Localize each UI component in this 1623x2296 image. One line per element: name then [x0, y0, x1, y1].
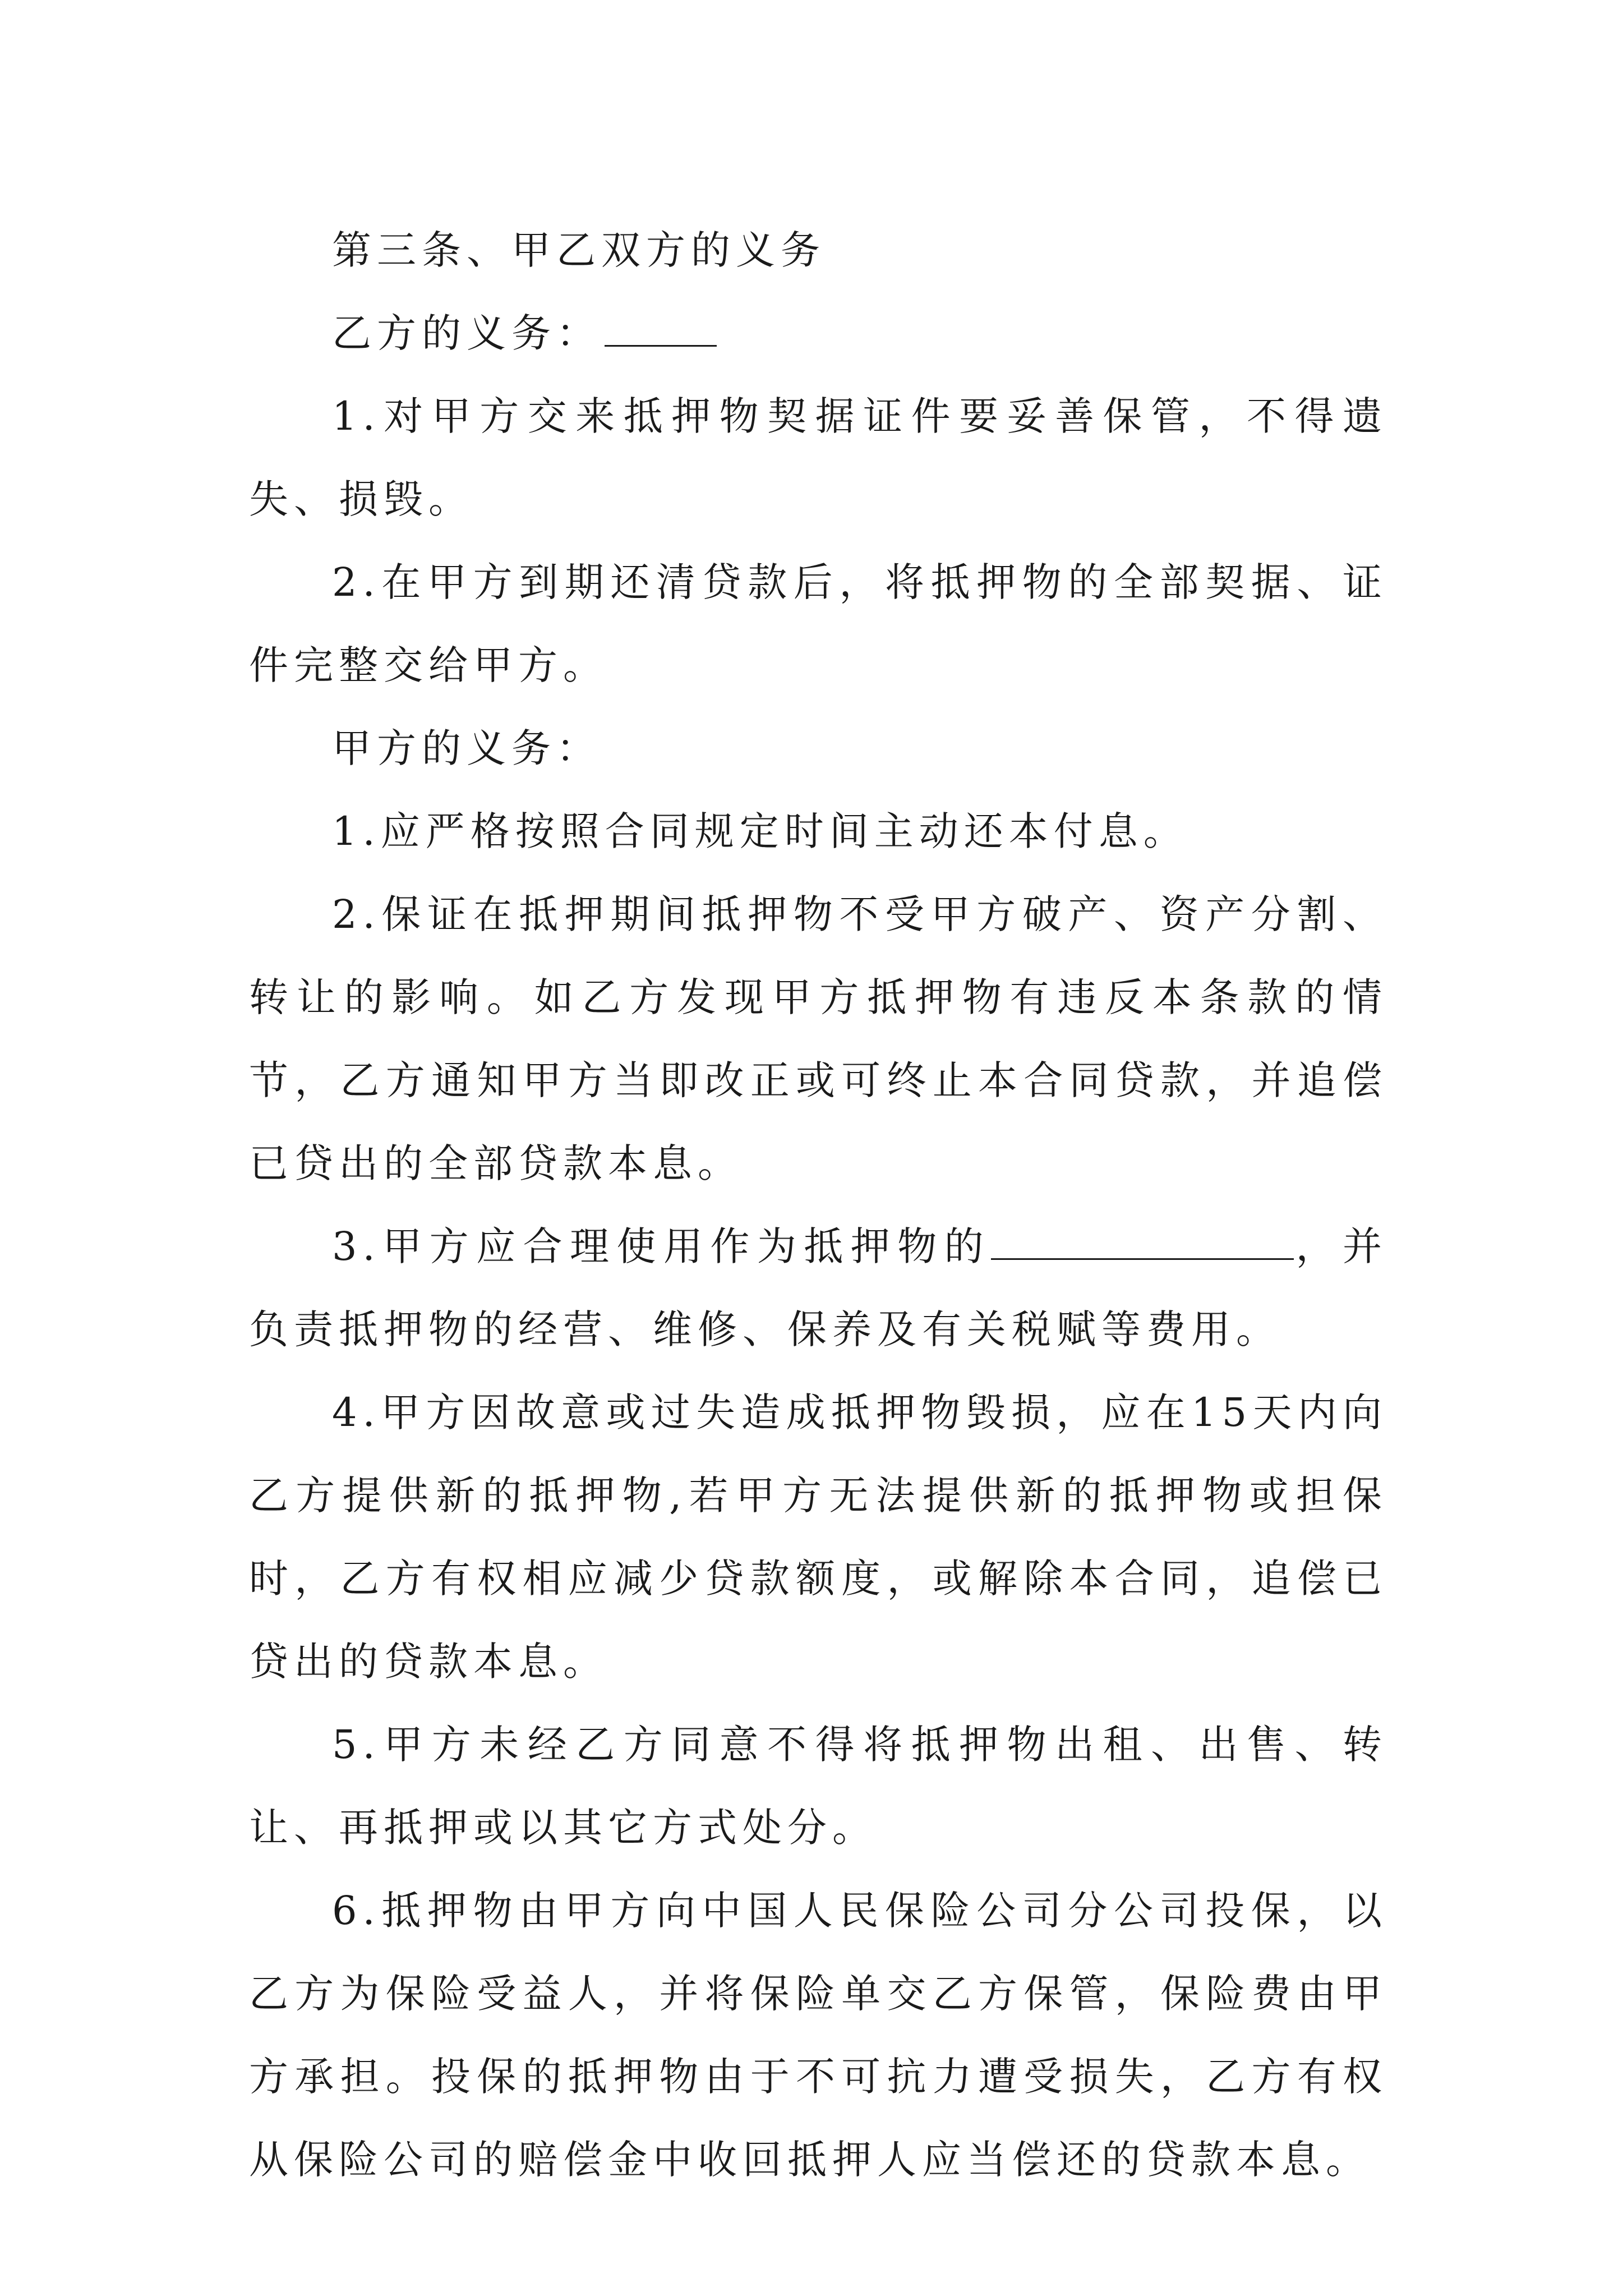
party-a-item-3-start: 3.甲方应合理使用作为抵押物的 — [332, 1223, 992, 1269]
party-a-item-3-end: ，并负责抵押物的经营、维修、保养及有关税赋等费用。 — [249, 1223, 1387, 1352]
party-a-item-5: 5.甲方未经乙方同意不得将抵押物出租、出售、转让、再抵押或以其它方式处分。 — [249, 1722, 1387, 1851]
party-a-item-1: 1.应严格按照合同规定时间主动还本付息。 — [332, 808, 1188, 854]
party-b-label-text: 乙方的义务： — [332, 310, 601, 356]
party-a-item-4: 4.甲方因故意或过失造成抵押物毁损，应在15天内向乙方提供新的抵押物,若甲方无法提供新的抵押物或担保时，乙方有权相应减少贷款额度，或解除本合同，追偿已贷出的贷款本息。 — [249, 1389, 1387, 1685]
fill-in-blank — [605, 310, 717, 347]
party-a-item-2: 2.保证在抵押期间抵押物不受甲方破产、资产分割、转让的影响。如乙方发现甲方抵押物有违反本条款的情节，乙方通知甲方当即改正或可终止本合同贷款，并追偿已贷出的全部贷款本息。 — [249, 891, 1387, 1186]
fill-in-blank — [991, 1223, 1294, 1260]
party-b-obligations-label — [249, 292, 1387, 375]
article-heading: 第三条、甲乙双方的义务 — [332, 227, 826, 273]
party-a-item-3 — [249, 1205, 1387, 1371]
party-a-obligations-label: 甲方的义务： — [332, 725, 601, 771]
party-b-item-2: 2.在甲方到期还清贷款后，将抵押物的全部契据、证件完整交给甲方。 — [249, 559, 1387, 688]
contract-body — [249, 209, 1387, 2201]
party-a-item-6: 6.抵押物由甲方向中国人民保险公司分公司投保，以乙方为保险受益人，并将保险单交乙方保管，保险费由甲方承担。投保的抵押物由于不可抗力遭受损失，乙方有权从保险公司的赔偿金中收回抵押人应当偿还的贷款本息。 — [249, 1888, 1387, 2183]
party-b-item-1: 1.对甲方交来抵押物契据证件要妥善保管，不得遗失、损毁。 — [249, 393, 1387, 522]
